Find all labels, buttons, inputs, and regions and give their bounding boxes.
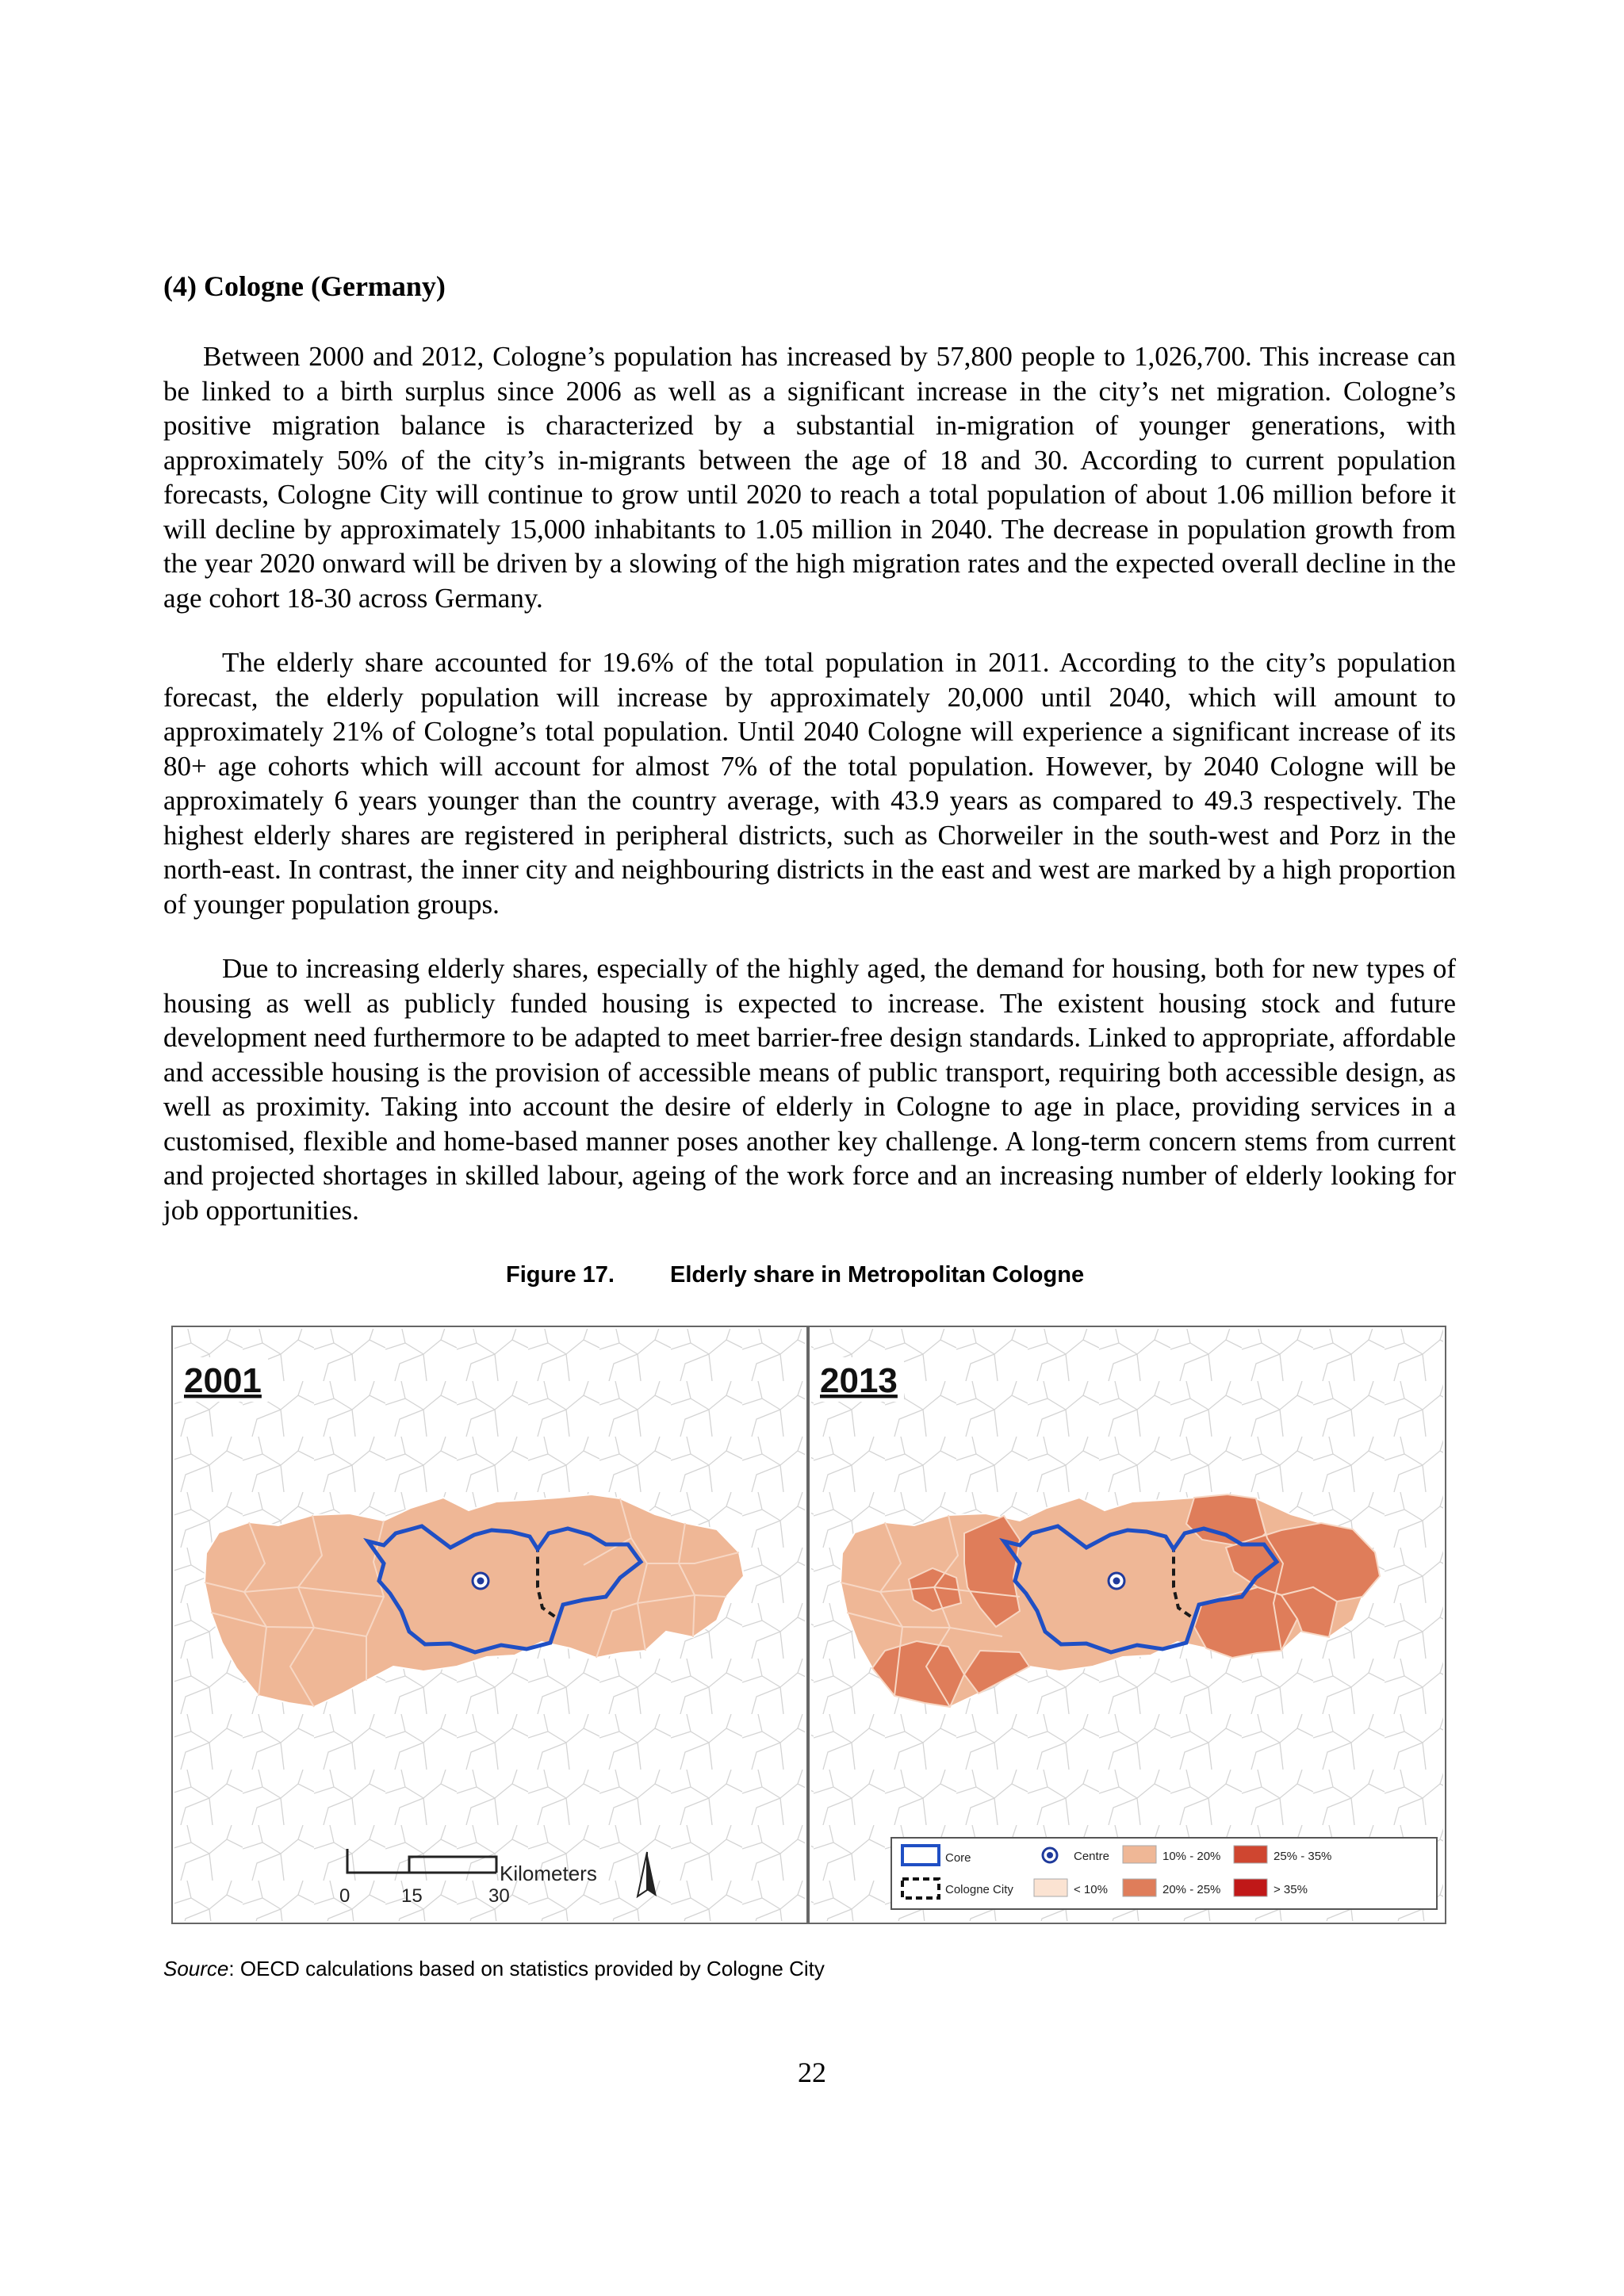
scale-unit: Kilometers bbox=[500, 1862, 597, 1885]
legend-label-10-20: 10% - 20% bbox=[1162, 1850, 1221, 1863]
source-text: : OECD calculations based on statistics provided by Cologne City bbox=[228, 1957, 825, 1980]
source-label: Source bbox=[163, 1957, 229, 1980]
map-panel-2013 bbox=[809, 1326, 1446, 1923]
paragraph-elderly-share: The elderly share accounted for 19.6% of the total population in 2011. According to the city’s population forecast, the elderly population will increase by approximately 20,000 until 2040, which will amount to approximately 21% of Cologne’s total population. Until 2040 Cologne will experience a significant increase of its 80+ age cohorts which will account for almost 7% of the total population. However, by 2040 Cologne will be approximately 6 years younger than the country average, with 43.9 years as compared to 49.3 respectively. The highest elderly shares are registered in peripheral districts, such as Chorweiler in the south-west and Porz in the north-east. In contrast, the inner city and neighbouring districts in the east and west are marked by a high proportion of younger population groups. bbox=[163, 647, 1456, 920]
legend-swatch-lt10 bbox=[1034, 1879, 1067, 1896]
legend-label-20-25: 20% - 25% bbox=[1162, 1883, 1221, 1896]
legend-swatch-25-35 bbox=[1234, 1846, 1267, 1863]
legend-swatch-10-20 bbox=[1123, 1846, 1156, 1863]
paragraph-population: Between 2000 and 2012, Cologne’s population has increased by 57,800 people to 1,026,700. This increase can be linked to a birth surplus since 2006 as well as a significant increase in the city’s net migration. Cologne’s positive migration balance is characterized by a substantial in-migration of younger generations, with approximately 50% of the city’s in-migrants between the age of 18 and 30. According to current population forecasts, Cologne City will continue to grow until 2020 to reach a total population of about 1.06 million before it will decline by approximately 15,000 inhabitants to 1.05 million in 2040. The decrease in population growth from the year 2020 onward will be driven by a slowing of the high migration rates and the expected overall decline in the age cohort 18-30 across Germany. bbox=[163, 341, 1456, 614]
legend-label-25-35: 25% - 35% bbox=[1274, 1850, 1332, 1863]
legend-swatch-20-25 bbox=[1123, 1879, 1156, 1896]
section-heading: (4) Cologne (Germany) bbox=[163, 270, 446, 302]
figure-title: Elderly share in Metropolitan Cologne bbox=[670, 1262, 1085, 1288]
legend-label-lt10: < 10% bbox=[1074, 1883, 1108, 1896]
paragraph-housing: Due to increasing elderly shares, especially of the highly aged, the demand for housing, both for new types of housing as well as publicly funded housing is expected to increase. The existent housing stock and future development need furthermore to be adapted to meet barrier-free design standards. Linked to appropriate, affordable and accessible housing is the provision of accessible means of public transport, requiring both accessible design, as well as proximity. Taking into account the desire of elderly in Cologne to age in place, providing services in a customised, flexible and home-based manner poses another key challenge. A long-term concern stems from current and projected shortages in skilled labour, ageing of the work force and an increasing number of elderly looking for job opportunities. bbox=[163, 953, 1456, 1226]
scale-tick-30: 30 bbox=[488, 1885, 510, 1907]
legend-label-gt35: > 35% bbox=[1274, 1883, 1308, 1896]
panel-year-2013: 2013 bbox=[820, 1361, 898, 1400]
legend-centre-label: Centre bbox=[1074, 1850, 1110, 1863]
legend-swatch-gt35 bbox=[1234, 1879, 1267, 1896]
scale-tick-0: 0 bbox=[339, 1885, 350, 1907]
legend-city-label: Cologne City bbox=[945, 1883, 1013, 1896]
figure-number: Figure 17. bbox=[506, 1262, 615, 1288]
page-number: 22 bbox=[798, 2057, 826, 2088]
elderly-share-maps bbox=[171, 1326, 1446, 1924]
map-panel-2001 bbox=[172, 1326, 807, 1923]
legend-core-label: Core bbox=[945, 1851, 971, 1865]
scale-tick-15: 15 bbox=[401, 1885, 423, 1907]
map-legend bbox=[891, 1838, 1437, 1909]
panel-year-2001: 2001 bbox=[184, 1361, 262, 1400]
figure-source bbox=[163, 1957, 825, 1981]
